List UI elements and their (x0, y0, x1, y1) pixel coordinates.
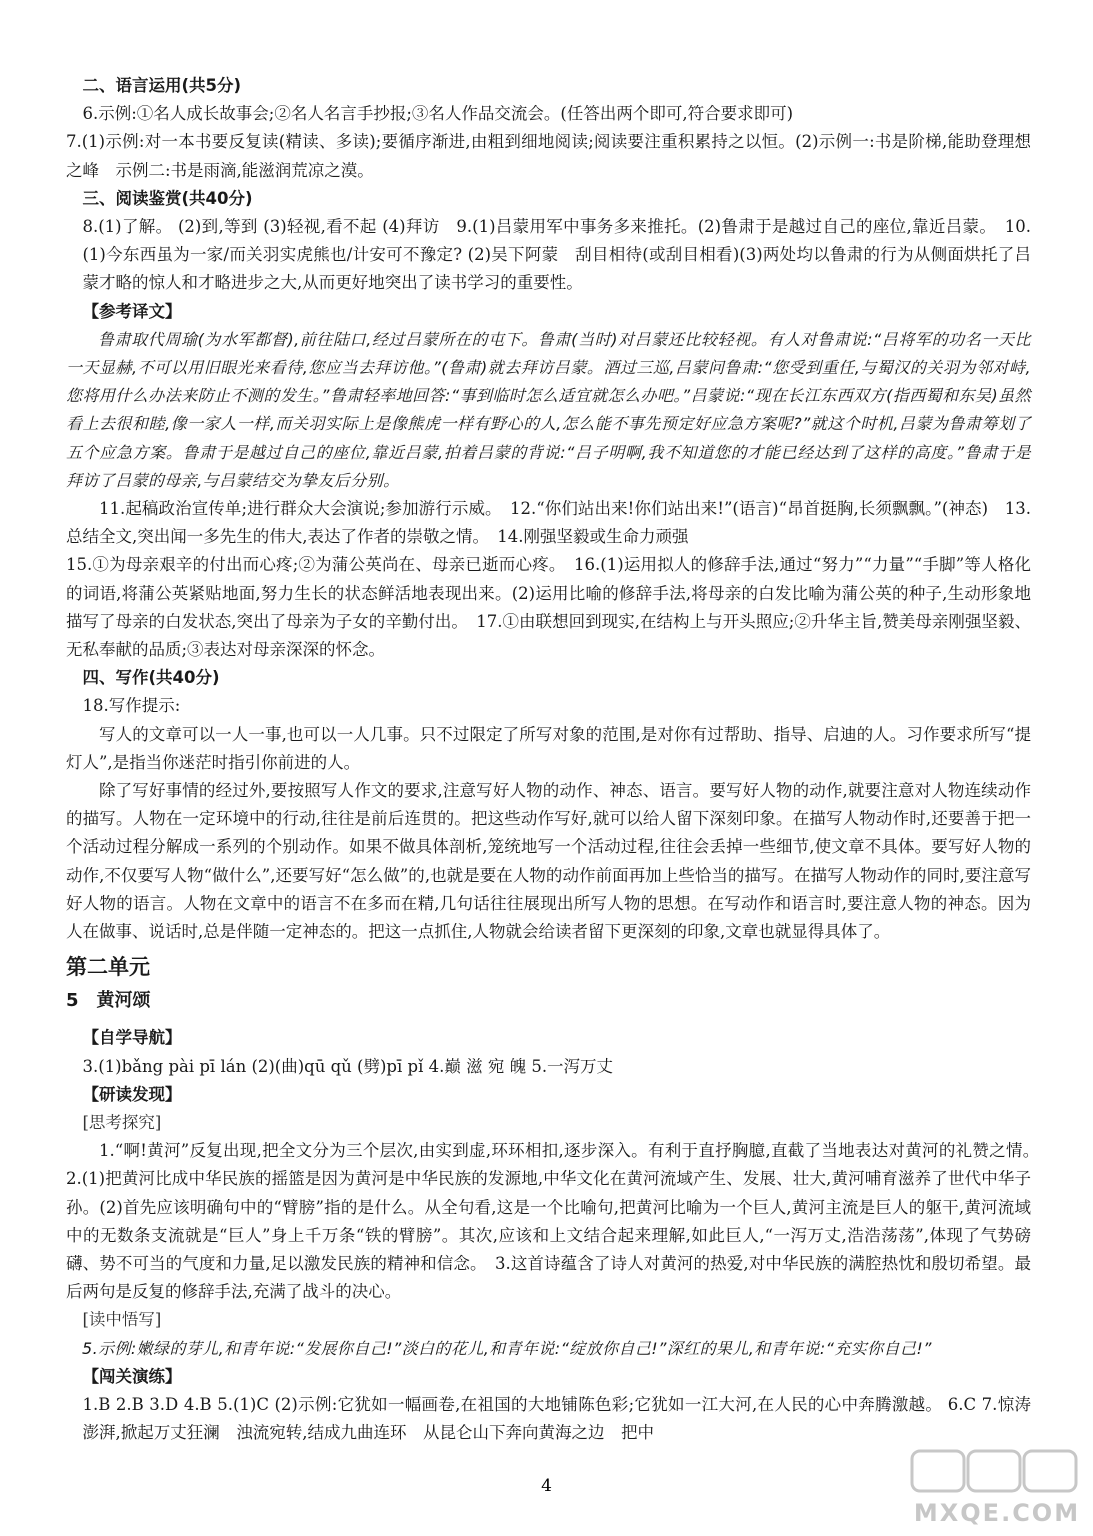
research-subheading-write: [读中悟写] (82, 1310, 162, 1330)
practice-answers: 1.B 2.B 3.D 4.B 5.(1)C (2)示例:它犹如一幅画卷,在祖国的大地铺陈色彩;它犹如一江大河,在人民的心中奔腾激越。 6.C 7.惊涛澎湃,掀起万丈狂澜 浊流宛转,结成九曲连环 从昆仑山下奔向黄海之边 把中 (82, 1394, 1031, 1443)
answer-q7: 7.(1)示例:对一本书要反复读(精读、多读);要循序渐进,由粗到细地阅读;阅读要注重积累持之以恒。(2)示例一:书是阶梯,能助登理想之峰 示例二:书是雨滴,能滋润荒凉之漠。 (66, 132, 1031, 180)
page-number: 4 (541, 1476, 552, 1496)
self-study-answers: 3.(1)bǎng pài pī lán (2)(曲)qū qǔ (劈)pī pǐ 4.巅 滋 宛 魄 5.一泻万丈 (82, 1056, 614, 1076)
watermark-logo (910, 1445, 1085, 1531)
answer-q11-14: 11.起稿政治宣传单;进行群众大会演说;参加游行示威。 12.“你们站出来!你们站出来!”(语言)“昂首挺胸,长须飘飘。”(神态) 13.总结全文,突出闻一多先生的伟大,表达了作者的崇敬之情。 14.刚强坚毅或生命力顽强 (66, 499, 1031, 547)
self-study-heading: 【自学导航】 (82, 1028, 182, 1048)
answer-q6: 6.示例:①名人成长故事会;②名人名言手抄报;③名人作品交流会。(任答出两个即可,符合要求即可) (82, 104, 794, 124)
answer-q15-17: 15.①为母亲艰辛的付出而心疼;②为蒲公英尚在、母亲已逝而心疼。 16.(1)运用拟人的修辞手法,通过“努力”“力量”“手脚”等人格化的词语,将蒲公英紧贴地面,努力生长的状态鲜活地表现出来。(2)运用比喻的修辞手法,将母亲的白发比喻为蒲公英的种子,生动形象地描写了母亲的白发状态,突出了母亲为子女的辛勤付出。 17.①由联想回到现实,在结构上与开头照应;②升华主旨,赞美母亲刚强坚毅、无私奉献的品质;③表达对母亲深深的怀念。 (66, 555, 1031, 660)
answer-q8-10: 8.(1)了解。 (2)到,等到 (3)轻视,看不起 (4)拜访 9.(1)吕蒙用军中事务多来推托。(2)鲁肃于是越过自己的座位,靠近吕蒙。 10.(1)今东西虽为一家/而关羽实虎熊也/计安可不豫定? (2)吴下阿蒙 刮目相待(或刮目相看)(3)两处均以鲁肃的行为从侧面烘托了吕蒙才略的惊人和才略进步之大,从而更好地突出了读书学习的重要性。 (82, 217, 1031, 293)
writing-tip-paragraph-1: 写人的文章可以一人一事,也可以一人几事。只不过限定了所写对象的范围,是对你有过帮助、指导、启迪的人。习作要求所写“提灯人”,是指当你迷茫时指引你前进的人。 (66, 724, 1031, 772)
research-answers-write: 5.示例:嫩绿的芽儿,和青年说:“发展你自己!”淡白的花儿,和青年说:“绽放你自己!”深红的果儿,和青年说:“充实你自己!” (82, 1338, 932, 1358)
translation-heading: 【参考译文】 (82, 301, 182, 321)
research-heading: 【研读发现】 (82, 1084, 182, 1104)
answer-q18-label: 18.写作提示: (82, 696, 181, 716)
research-answers-think: 1.“啊!黄河”反复出现,把全文分为三个层次,由实到虚,环环相扣,逐步深入。有利于直抒胸臆,直截了当地表达对黄河的礼赞之情。 2.(1)把黄河比成中华民族的摇篮是因为黄河是中华民族的发源地,中华文化在黄河流域产生、发展、壮大,黄河哺育滋养了世代中华子孙。(2)首先应该明确句中的“臂膀”指的是什么。从全句看,这是一个比喻句,把黄河比喻为一个巨人,黄河主流是巨人的躯干,黄河流域中的无数条支流就是“巨人”身上千万条“铁的臂膀”。其次,应该和上文结合起来理解,如此巨人,“一泻万丈,浩浩荡荡”,体现了气势磅礴、势不可当的气度和力量,足以激发民族的精神和信念。 3.这首诗蕴含了诗人对黄河的热爱,对中华民族的满腔热忱和殷切希望。最后两句是反复的修辞手法,充满了战斗的决心。 (66, 1141, 1048, 1302)
lesson-title: 5 黄河颂 (66, 990, 151, 1012)
unit-title: 第二单元 (66, 955, 150, 980)
section-heading-reading: 三、阅读鉴赏(共40分) (82, 188, 253, 208)
svg-text:MXQE.COM: MXQE.COM (913, 1499, 1081, 1527)
writing-tip-paragraph-2: 除了写好事情的经过外,要按照写人作文的要求,注意写好人物的动作、神态、语言。要写好人物的动作,就要注意对人物连续动作的描写。人物在一定环境中的行动,往往是前后连贯的。把这些动作写好,就可以给人留下深刻印象。在描写人物动作时,还要善于把一个活动过程分解成一系列的个别动作。如果不做具体剖析,笼统地写一个活动过程,往往会丢掉一些细节,使文章不具体。要写好人物的动作,不仅要写人物“做什么”,还要写好“怎么做”的,也就是要在人物的动作前面再加上些恰当的描写。在描写人物动作的同时,要注意写好人物的语言。人物在文章中的语言不在多而在精,几句话往往展现出所写人物的思想。在写动作和语言时,要注意人物的神态。因为人在做事、说话时,总是伴随一定神态的。把这一点抓住,人物就会给读者留下更深刻的印象,文章也就显得具体了。 (66, 781, 1031, 942)
research-subheading-think: [思考探究] (82, 1112, 162, 1132)
section-heading-language: 二、语言运用(共5分) (82, 76, 242, 95)
practice-heading: 【闯关演练】 (82, 1366, 182, 1386)
reference-translation: 鲁肃取代周瑜(为水军都督),前往陆口,经过吕蒙所在的屯下。鲁肃(当时)对吕蒙还比较轻视。有人对鲁肃说:“吕将军的功名一天比一天显赫,不可以用旧眼光来看待,您应当去拜访他。”(鲁肃)就去拜访吕蒙。酒过三巡,吕蒙问鲁肃:“您受到重任,与蜀汉的关羽为邻对峙,您将用什么办法来防止不测的发生。”鲁肃轻率地回答:“事到临时怎么适宜就怎么办吧。”吕蒙说:“现在长江东西双方(指西蜀和东吴)虽然看上去很和睦,像一家人一样,而关羽实际上是像熊虎一样有野心的人,怎么能不事先预定好应急方案呢?”就这个时机,吕蒙为鲁肃筹划了五个应急方案。鲁肃于是越过自己的座位,靠近吕蒙,拍着吕蒙的背说:“吕子明啊,我不知道您的才能已经达到了这样的高度。”鲁肃于是拜访了吕蒙的母亲,与吕蒙结交为挚友后分别。 (66, 329, 1031, 490)
section-heading-writing: 四、写作(共40分) (82, 668, 220, 688)
